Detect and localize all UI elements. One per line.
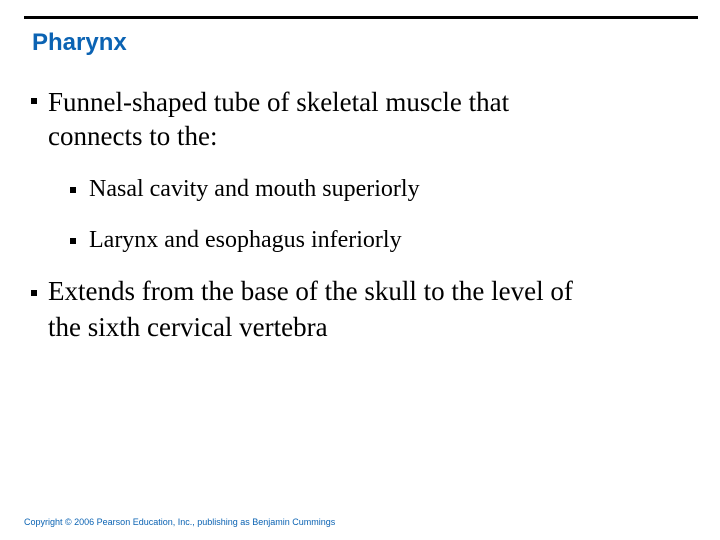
- bullet-1-line-1: Funnel-shaped tube of skeletal muscle that: [48, 87, 510, 117]
- bullet-1-line-2: connects to the:: [48, 121, 218, 151]
- square-bullet-icon: [31, 290, 37, 296]
- sub-bullet-1: Nasal cavity and mouth superiorly: [89, 176, 420, 202]
- slide-title: Pharynx: [32, 29, 127, 56]
- bullet-2-line-1: Extends from the base of the skull to the level of: [48, 276, 573, 306]
- bullet-2-line-2: the sixth cervical vertebra: [48, 312, 328, 342]
- square-bullet-icon: [70, 187, 76, 193]
- title-rule: [24, 16, 698, 19]
- square-bullet-icon: [31, 98, 37, 104]
- copyright-footer: Copyright © 2006 Pearson Education, Inc., publishing as Benjamin Cummings: [24, 517, 336, 527]
- square-bullet-icon: [70, 238, 76, 244]
- sub-bullet-2: Larynx and esophagus inferiorly: [89, 227, 402, 253]
